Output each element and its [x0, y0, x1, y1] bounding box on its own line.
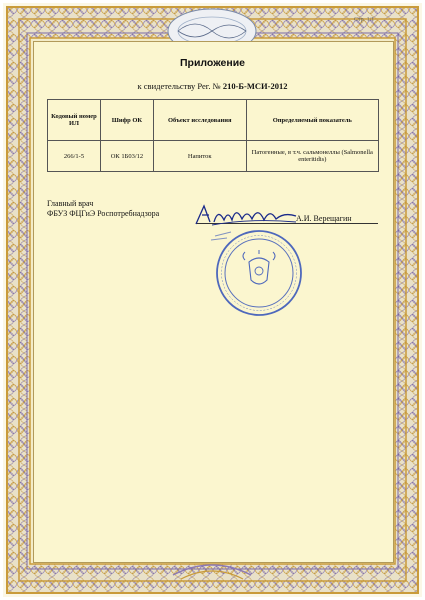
table-row: [48, 141, 379, 172]
header-object: Объект исследования: [153, 100, 246, 141]
reference-prefix: к свидетельству Рег. №: [137, 81, 223, 91]
signer-position: Главный врач: [47, 199, 94, 208]
page-title: Приложение: [179, 57, 245, 69]
cell-cipher: ОК 1Б03/12: [100, 141, 153, 172]
reference-number: 210-Б-МСИ-2012: [222, 81, 288, 91]
signer-name: А.И. Верещагин: [296, 214, 352, 223]
certificate-reference: [0, 81, 425, 91]
header-indicator: Определяемый показатель: [246, 100, 378, 141]
page-number: Стр. 1/1: [354, 17, 375, 23]
header-code: Кодовый номер ИЛ: [48, 100, 101, 141]
signer-organization: ФБУЗ ФЦГиЭ Роспотребнадзора: [47, 209, 160, 218]
results-table: [47, 99, 379, 172]
handwritten-signature: [192, 200, 302, 230]
header-cipher: Шифр ОК: [100, 100, 153, 141]
cell-indicator: Патогенные, в т.ч. сальмонеллы (Salmonella enteritidis): [246, 141, 378, 172]
cell-code: 266/1-5: [48, 141, 101, 172]
official-seal: [205, 228, 311, 318]
table-header-row: [48, 100, 379, 141]
cell-object: Напиток: [153, 141, 246, 172]
